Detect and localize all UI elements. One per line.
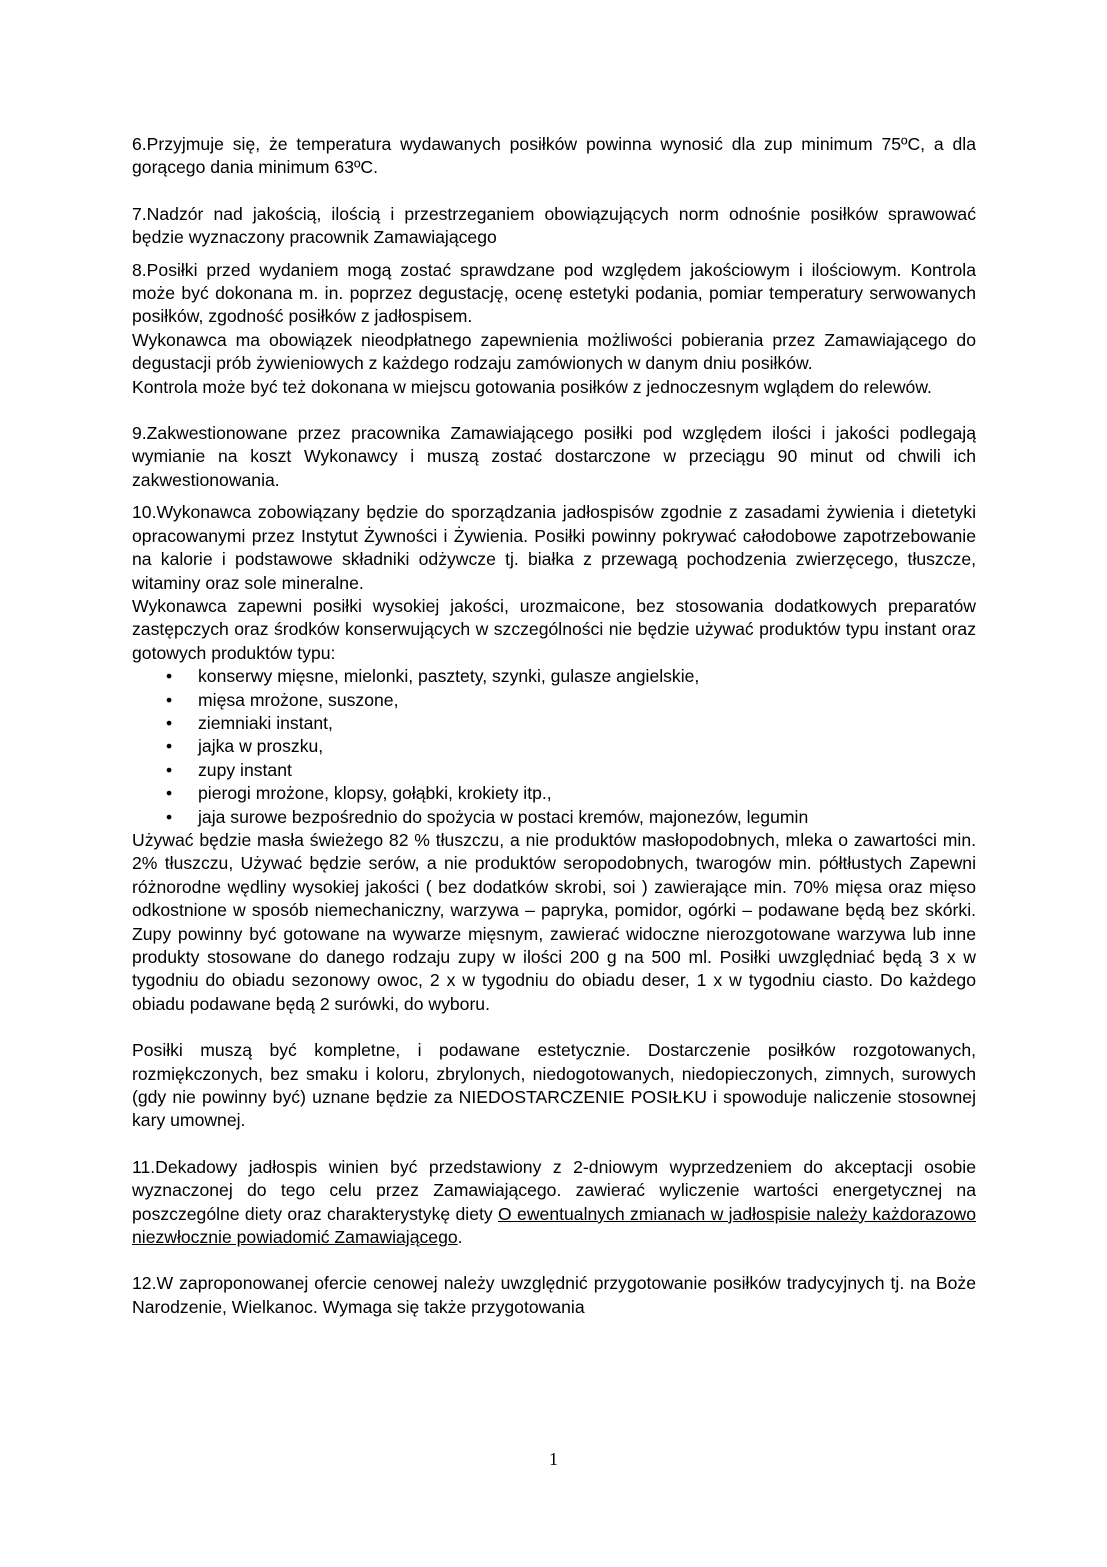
paragraph-10 (132, 501, 976, 1016)
paragraph-10-part-a: 10.Wykonawca zobowiązany będzie do sporządzania jadłospisów zgodnie z zasadami żywienia i dietetyki opracowanymi przez Instytut Żywności i Żywienia. Posiłki powinny pokrywać całodobowe zapotrzebowanie na kalorie i podstawowe składniki odżywcze tj. białka z przewagą pochodzenia zwierzęcego, tłuszcze, witaminy oraz sole mineralne. (132, 502, 976, 593)
list-item: • zupy instant (132, 759, 976, 782)
list-item: • pierogi mrożone, klopsy, gołąbki, krokiety itp., (132, 782, 976, 805)
list-item: • jaja surowe bezpośrednio do spożycia w postaci kremów, majonezów, legumin (132, 806, 976, 829)
paragraph-8-part-c: Kontrola może być też dokonana w miejscu gotowania posiłków z jednoczesnym wglądem do relewów. (132, 376, 932, 397)
bullet-icon: • (166, 759, 173, 780)
paragraph-10-part-c: Używać będzie masła świeżego 82 % tłuszczu, a nie produktów masłopodobnych, mleka o zawartości min. 2% tłuszczu, Używać będzie serów, a nie produktów seropodobnych, twarogów min. półtłustych Zapewni różnorodne wędliny wysokiej jakości ( bez dodatków skrobi, soi ) zawierające min. 70% mięsa oraz mięso odkostnione w sposób niemechaniczny, warzywa – papryka, pomidor, ogórki – podawane będą bez skórki. Zupy powinny być gotowane na wywarze mięsnym, zawierać widoczne nierozgotowane warzywa lub inne produkty stosowane do danego rodzaju zupy w ilości 200 g na 500 ml. Posiłki uwzględniać będą 3 x w tygodniu do obiadu sezonowy owoc, 2 x w tygodniu do obiadu deser, 1 x w tygodniu ciasto. Do każdego obiadu podawane będą 2 surówki, do wyboru. (132, 829, 976, 1014)
list-item: • mięsa mrożone, suszone, (132, 689, 976, 712)
list-item: • konserwy mięsne, mielonki, pasztety, szynki, gulasze angielskie, (132, 665, 976, 688)
paragraph-11: 11.Dekadowy jadłospis winien być przedstawiony z 2-dniowym wyprzedzeniem do akceptacji osobie wyznaczonej do tego celu przez Zamawiającego. zawierać wyliczenie wartości energetycznej na poszczególne diety oraz charakterystykę diety O ewentualnych zmianach w jadłospisie należy każdorazowo niezwłocznie powiadomić Zamawiającego. (132, 1156, 976, 1248)
paragraph-6: 6.Przyjmuje się, że temperatura wydawanych posiłków powinna wynosić dla zup minimum 75ºC, a dla gorącego dania minimum 63ºC. (132, 134, 976, 178)
paragraph-10-part-b: Wykonawca zapewni posiłki wysokiej jakości, urozmaicone, bez stosowania dodatkowych preparatów zastępczych oraz środków konserwujących w szczególności nie będzie używać produktów typu instant oraz gotowych produktów typu: (132, 595, 976, 663)
paragraph-complete-meals: Posiłki muszą być kompletne, i podawane estetycznie. Dostarczenie posiłków rozgotowanych, rozmiękczonych, bez smaku i koloru, zbrylonych, niedogotowanych, niedopieczonych, zimnych, surowych (gdy nie powinny być) uznane będzie za NIEDOSTARCZENIE POSIŁKU i spowoduje naliczenie stosownej kary umownej. (132, 1040, 976, 1131)
paragraph-8-part-a: 8.Posiłki przed wydaniem mogą zostać sprawdzane pod względem jakościowym i ilościowym. Kontrola może być dokonana m. in. poprzez degustację, ocenę estetyki podania, pomiar temperatury serwowanych posiłków, zgodność posiłków z jadłospisem. (132, 259, 976, 327)
bullet-icon: • (166, 689, 173, 710)
page-number: 1 (549, 1449, 558, 1469)
bullet-icon: • (166, 806, 173, 827)
bullet-icon: • (166, 712, 173, 733)
paragraph-8 (132, 259, 976, 399)
bullet-icon: • (166, 783, 173, 804)
underlined-notice: O ewentualnych zmianach w jadłospisie należy każdorazowo niezwłocznie powiadomić Zamawiającego (132, 1203, 976, 1248)
paragraph-12: 12.W zaproponowanej ofercie cenowej należy uwzględnić przygotowanie posiłków tradycyjnych tj. na Boże Narodzenie, Wielkanoc. Wymaga się także przygotowania (132, 1273, 976, 1317)
paragraph-7: 7.Nadzór nad jakością, ilością i przestrzeganiem obowiązujących norm odnośnie posiłków sprawować będzie wyznaczony pracownik Zamawiającego (132, 203, 976, 248)
list-item: • jajka w proszku, (132, 735, 976, 758)
paragraph-9: 9.Zakwestionowane przez pracownika Zamawiającego posiłki pod względem ilości i jakości podlegają wymianie na koszt Wykonawcy i muszą zostać dostarczone w przeciągu 90 minut od chwili ich zakwestionowania. (132, 423, 976, 490)
paragraph-8-part-b: Wykonawca ma obowiązek nieodpłatnego zapewnienia możliwości pobierania przez Zamawiającego do degustacji prób żywieniowych z każdego rodzaju zamówionych w danym dniu posiłków. (132, 329, 976, 374)
list-item: • ziemniaki instant, (132, 712, 976, 735)
document-body (132, 133, 976, 1319)
bullet-icon: • (166, 736, 173, 757)
excluded-products-list (132, 665, 976, 829)
bullet-icon: • (166, 666, 173, 687)
